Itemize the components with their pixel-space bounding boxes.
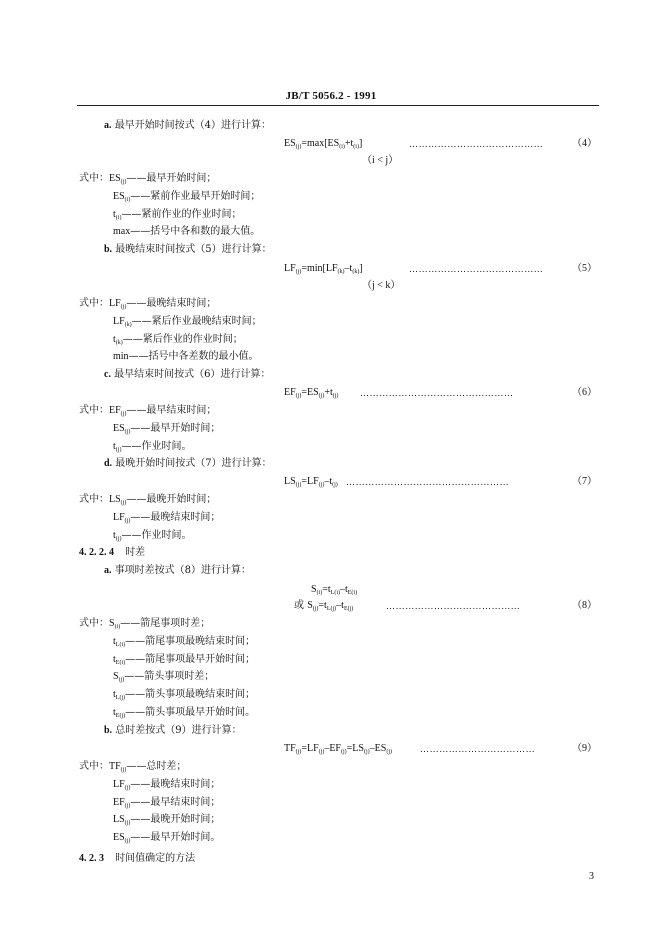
definition-subscript: (j) bbox=[120, 179, 127, 185]
definition-row bbox=[113, 779, 220, 791]
definition-description: ——最早开始时间。 bbox=[130, 832, 221, 844]
leader-dots-6: ………………………………………… bbox=[360, 388, 514, 398]
definition-row bbox=[79, 494, 216, 506]
equation-number-6: （6） bbox=[572, 387, 597, 398]
definition-row bbox=[79, 761, 186, 773]
leader-dots-7: …………………………………………… bbox=[346, 477, 510, 487]
definition-prefix: 式中： bbox=[79, 494, 109, 505]
definition-subscript: (j) bbox=[124, 838, 131, 845]
definition-row bbox=[113, 423, 220, 435]
definition-symbol: TF bbox=[109, 761, 121, 772]
definition-symbol: min bbox=[113, 351, 129, 363]
definition-description: ——箭尾事项最晚结束时间； bbox=[125, 635, 256, 647]
definition-symbol: LF bbox=[113, 778, 125, 790]
definition-description: ——括号中各差数的最小值。 bbox=[128, 351, 259, 363]
definition-description: ——最晚结束时间； bbox=[130, 778, 221, 790]
definition-row bbox=[79, 298, 216, 310]
equation-number-8: （8） bbox=[572, 600, 597, 611]
definition-description: ——紧前作业最早开始时间； bbox=[130, 190, 261, 202]
definition-subscript: (j) bbox=[120, 411, 127, 417]
leader-dots-5: …………………………………… bbox=[409, 264, 544, 274]
definition-subscript: (i) bbox=[124, 196, 131, 203]
definition-symbol: t bbox=[113, 653, 116, 665]
definition-symbol: t bbox=[113, 208, 116, 220]
section-4-2-2-4-heading bbox=[79, 547, 145, 559]
equation-number-5: （5） bbox=[572, 263, 597, 274]
definition-row bbox=[113, 209, 241, 221]
definition-symbol: ES bbox=[109, 173, 121, 184]
definition-row bbox=[113, 530, 191, 542]
definition-description: ——最早开始时间； bbox=[126, 173, 217, 184]
item-9-label: b. bbox=[104, 725, 113, 736]
item-b-heading bbox=[104, 244, 272, 256]
document-header: JB/T 5056.2 - 1991 bbox=[285, 90, 377, 102]
definition-description: ——作业时间。 bbox=[121, 529, 192, 541]
definition-subscript: (j) bbox=[124, 820, 131, 827]
definition-row bbox=[113, 441, 191, 453]
formula-8-line-1: $S_{(i)}=t_{L(i)}-t_{E(i)}$ bbox=[311, 584, 358, 596]
item-b-text: 最晚结束时间按式（5）进行计算： bbox=[115, 244, 272, 255]
definition-symbol: EF bbox=[109, 405, 121, 416]
definition-subscript: L(i) bbox=[115, 641, 126, 648]
definition-subscript: (j) bbox=[124, 428, 131, 435]
formula-9: $TF_{(j)}=LF_{(j)}-EF_{(j)}=LS_{(j)}-ES_{(j)}$ bbox=[284, 743, 392, 755]
definition-row bbox=[113, 654, 255, 666]
definition-description: ——最晚结束时间； bbox=[126, 298, 217, 309]
item-a-label: a. bbox=[104, 120, 112, 131]
definition-symbol: LF bbox=[113, 315, 125, 327]
section-title: 时间值确定的方法 bbox=[115, 853, 196, 864]
definition-subscript: (j) bbox=[120, 500, 127, 506]
definition-description: ——最晚开始时间； bbox=[126, 494, 217, 505]
condition-5: （j < k） bbox=[362, 280, 401, 291]
definition-description: ——括号中各和数的最大值。 bbox=[130, 226, 261, 238]
definition-symbol: ES bbox=[113, 832, 125, 844]
item-9-text: 总时差按式（9）进行计算： bbox=[115, 725, 242, 736]
definition-description: ——箭尾事项最早开始时间； bbox=[125, 653, 256, 665]
definition-symbol: t bbox=[113, 440, 116, 452]
definition-row bbox=[113, 191, 260, 203]
item-d-text: 最晚开始时间按式（7）进行计算： bbox=[115, 458, 272, 469]
definition-row bbox=[113, 797, 220, 809]
item-c-text: 最早结束时间按式（6）进行计算： bbox=[114, 369, 271, 380]
definition-prefix: 式中： bbox=[79, 618, 109, 629]
definition-description: ——箭头事项最早开始时间。 bbox=[125, 707, 256, 718]
definition-subscript: (j) bbox=[120, 767, 127, 773]
formula-8-line-2: 或 $S_{(j)}=t_{L(j)}-t_{E(j)}$ bbox=[294, 600, 354, 612]
definition-subscript: (j) bbox=[124, 517, 131, 524]
definition-row bbox=[113, 226, 260, 238]
definition-subscript: (j) bbox=[115, 535, 122, 542]
definition-row bbox=[113, 671, 214, 683]
formula-5: $LF_{(j)}=\min[LF_{(k)}-t_{(k)}]$ bbox=[284, 263, 363, 275]
definition-symbol: S bbox=[109, 618, 115, 629]
definition-row bbox=[113, 814, 220, 826]
item-c-label: c. bbox=[104, 369, 111, 380]
leader-dots-9: ……………………………… bbox=[420, 744, 536, 754]
item-a-heading bbox=[104, 120, 271, 132]
definition-symbol: max bbox=[113, 226, 131, 238]
section-4-2-3-heading bbox=[79, 853, 195, 865]
definition-subscript: E(i) bbox=[115, 659, 126, 666]
definition-subscript: (j) bbox=[124, 802, 131, 809]
definition-subscript: (j) bbox=[115, 446, 122, 453]
header-rule bbox=[77, 105, 599, 106]
definition-row bbox=[79, 173, 216, 185]
definition-description: ——作业时间。 bbox=[121, 440, 192, 452]
definition-description: ——最晚结束时间； bbox=[130, 511, 221, 523]
definition-row bbox=[113, 334, 243, 346]
definition-subscript: (j) bbox=[120, 304, 127, 310]
definition-description: ——紧前作业的作业时间； bbox=[121, 208, 242, 220]
definition-symbol: LF bbox=[113, 511, 125, 523]
section-title: 时差 bbox=[125, 547, 146, 558]
definition-prefix: 式中： bbox=[79, 405, 109, 416]
definition-subscript: (j) bbox=[118, 677, 125, 684]
formula-6: $EF_{(j)}=ES_{(j)}+t_{(j)}$ bbox=[284, 387, 339, 399]
condition-4: （i < j） bbox=[362, 155, 399, 166]
definition-description: ——最晚开始时间； bbox=[130, 814, 221, 826]
definition-subscript: (k) bbox=[115, 339, 123, 346]
definition-subscript: E(j) bbox=[115, 713, 126, 719]
definition-description: ——总时差； bbox=[126, 761, 187, 772]
section-number: 4. 2. 2. 4 bbox=[79, 547, 114, 558]
definition-row bbox=[113, 832, 220, 844]
item-d-heading bbox=[104, 458, 272, 470]
definition-symbol: EF bbox=[113, 796, 125, 808]
item-8-label: a. bbox=[104, 565, 112, 576]
equation-number-7: （7） bbox=[572, 476, 597, 487]
definition-subscript: (i) bbox=[114, 624, 121, 630]
page-number: 3 bbox=[589, 871, 594, 882]
definition-description: ——箭尾事项时差； bbox=[120, 618, 211, 629]
item-b-label: b. bbox=[104, 244, 113, 255]
definition-symbol: t bbox=[113, 689, 116, 701]
definition-row bbox=[113, 351, 259, 363]
leader-dots-8: …………………………………… bbox=[386, 601, 521, 611]
section-number: 4. 2. 3 bbox=[79, 853, 104, 864]
definition-description: ——紧后作业的作业时间； bbox=[122, 333, 243, 345]
definition-symbol: t bbox=[113, 707, 116, 718]
definition-subscript: L(j) bbox=[115, 695, 126, 702]
definition-description: ——紧后作业最晚结束时间； bbox=[131, 315, 262, 327]
item-d-label: d. bbox=[104, 458, 113, 469]
formula-4: $ES_{(j)}=\max[ES_{(i)}+t_{(i)}]$ bbox=[284, 138, 363, 150]
item-8-heading bbox=[104, 565, 251, 577]
definition-description: ——箭头事项时差； bbox=[124, 671, 215, 683]
definition-description: ——箭头事项最晚结束时间； bbox=[125, 689, 256, 701]
definition-symbol: LF bbox=[109, 298, 121, 309]
definition-prefix: 式中： bbox=[79, 761, 109, 772]
definition-row bbox=[79, 618, 210, 630]
definition-prefix: 式中： bbox=[79, 298, 109, 309]
definition-row bbox=[113, 707, 255, 719]
definition-symbol: S bbox=[113, 671, 119, 683]
definition-row bbox=[113, 512, 220, 524]
definition-symbol: t bbox=[113, 529, 116, 541]
definition-symbol: ES bbox=[113, 190, 125, 202]
definition-prefix: 式中： bbox=[79, 173, 109, 184]
definition-row bbox=[113, 636, 255, 648]
formula-7: $LS_{(j)}=LF_{(j)}-t_{(j)}$ bbox=[284, 476, 338, 488]
leader-dots-4: …………………………………… bbox=[409, 139, 544, 149]
definition-symbol: LS bbox=[113, 814, 125, 826]
definition-symbol: LS bbox=[109, 494, 121, 505]
item-a-text: 最早开始时间按式（4）进行计算： bbox=[114, 120, 272, 131]
definition-subscript: (j) bbox=[124, 784, 131, 791]
item-9-heading bbox=[104, 725, 242, 737]
definition-symbol: t bbox=[113, 635, 116, 647]
definition-description: ——最早结束时间； bbox=[126, 405, 217, 416]
definition-subscript: (k) bbox=[124, 321, 132, 328]
definition-row bbox=[113, 689, 255, 701]
definition-symbol: t bbox=[113, 333, 116, 345]
equation-number-4: （4） bbox=[572, 138, 597, 149]
definition-symbol: ES bbox=[113, 422, 125, 434]
definition-row bbox=[79, 405, 216, 417]
definition-description: ——最早开始时间； bbox=[130, 422, 221, 434]
definition-subscript: (i) bbox=[115, 214, 122, 221]
definition-row bbox=[113, 316, 262, 328]
equation-number-9: （9） bbox=[572, 743, 597, 754]
item-8-text: 事项时差按式（8）进行计算： bbox=[114, 565, 252, 576]
item-c-heading bbox=[104, 369, 271, 381]
definition-description: ——最早结束时间； bbox=[130, 796, 221, 808]
